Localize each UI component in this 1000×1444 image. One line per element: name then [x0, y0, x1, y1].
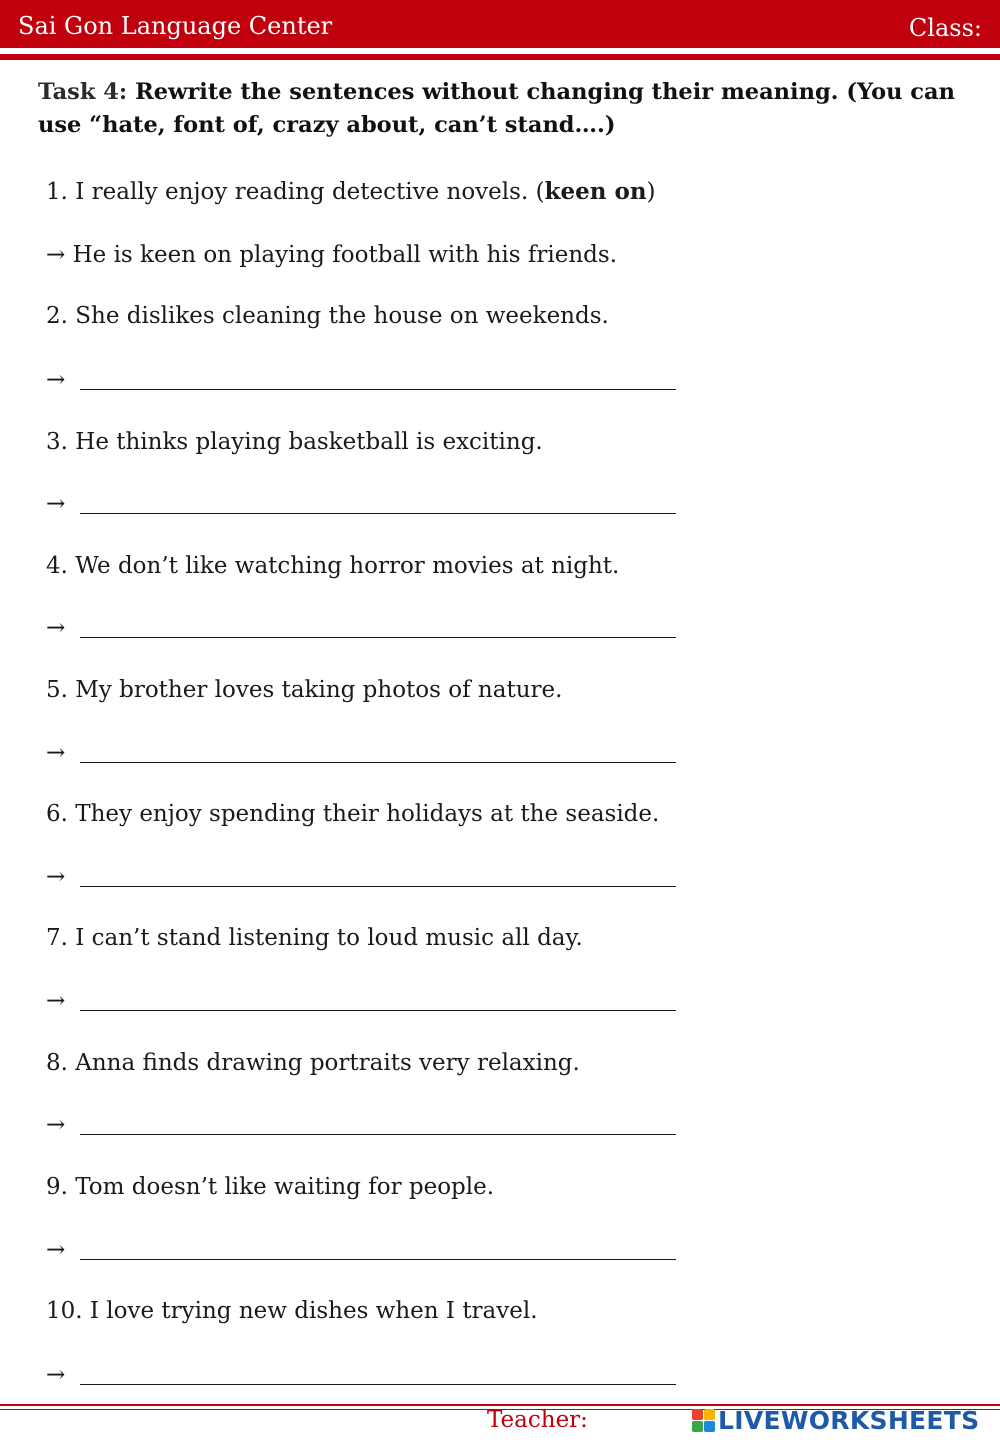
- arrow-icon: →: [46, 1112, 66, 1138]
- answer-input-8[interactable]: [80, 1134, 676, 1135]
- header-divider: [0, 54, 1000, 60]
- example-answer-text: He is keen on playing football with his friends.: [72, 242, 618, 268]
- question-5: 5. My brother loves taking photos of nature.: [46, 677, 563, 703]
- question-10: 10. I love trying new dishes when I travel.: [46, 1298, 538, 1324]
- class-label: Class:: [908, 14, 982, 42]
- question-2: 2. She dislikes cleaning the house on weekends.: [46, 303, 609, 329]
- school-name: Sai Gon Language Center: [18, 12, 333, 40]
- example-answer: [46, 240, 617, 270]
- liveworksheets-logo[interactable]: [692, 1408, 979, 1434]
- arrow-icon: →: [46, 864, 66, 890]
- answer-input-6[interactable]: [80, 886, 676, 887]
- question-9: 9. Tom doesn’t like waiting for people.: [46, 1174, 495, 1200]
- question-1: 1. I really enjoy reading detective novels. (keen on): [46, 178, 656, 205]
- answer-input-10[interactable]: [80, 1384, 676, 1385]
- task-instruction: [38, 76, 978, 142]
- arrow-icon: →: [46, 988, 66, 1014]
- arrow-icon: →: [46, 491, 66, 517]
- question-6: 6. They enjoy spending their holidays at the seaside.: [46, 801, 660, 827]
- task-text: Rewrite the sentences without changing their meaning. (You can use “hate, font of, crazy about, can’t stand….): [38, 79, 955, 138]
- answer-input-3[interactable]: [80, 513, 676, 514]
- hint-keyword: keen on: [544, 178, 647, 205]
- answer-input-7[interactable]: [80, 1010, 676, 1011]
- question-4: 4. We don’t like watching horror movies at night.: [46, 553, 620, 579]
- question-7: 7. I can’t stand listening to loud music all day.: [46, 925, 583, 951]
- brand-name: LIVEWORKSHEETS: [718, 1406, 980, 1435]
- arrow-icon: →: [46, 367, 66, 393]
- answer-input-5[interactable]: [80, 762, 676, 763]
- answer-input-4[interactable]: [80, 637, 676, 638]
- answer-input-2[interactable]: [80, 389, 676, 390]
- teacher-label: Teacher:: [487, 1407, 588, 1433]
- arrow-icon: →: [46, 242, 66, 268]
- arrow-icon: →: [46, 1237, 66, 1263]
- arrow-icon: →: [46, 740, 66, 766]
- liveworksheets-logo-icon: [692, 1409, 716, 1433]
- task-label: Task 4:: [38, 79, 128, 105]
- header-bar: [0, 0, 1000, 48]
- answer-input-9[interactable]: [80, 1259, 676, 1260]
- question-8: 8. Anna finds drawing portraits very relaxing.: [46, 1050, 580, 1076]
- arrow-icon: →: [46, 615, 66, 641]
- arrow-icon: →: [46, 1362, 66, 1388]
- question-3: 3. He thinks playing basketball is exciting.: [46, 429, 543, 455]
